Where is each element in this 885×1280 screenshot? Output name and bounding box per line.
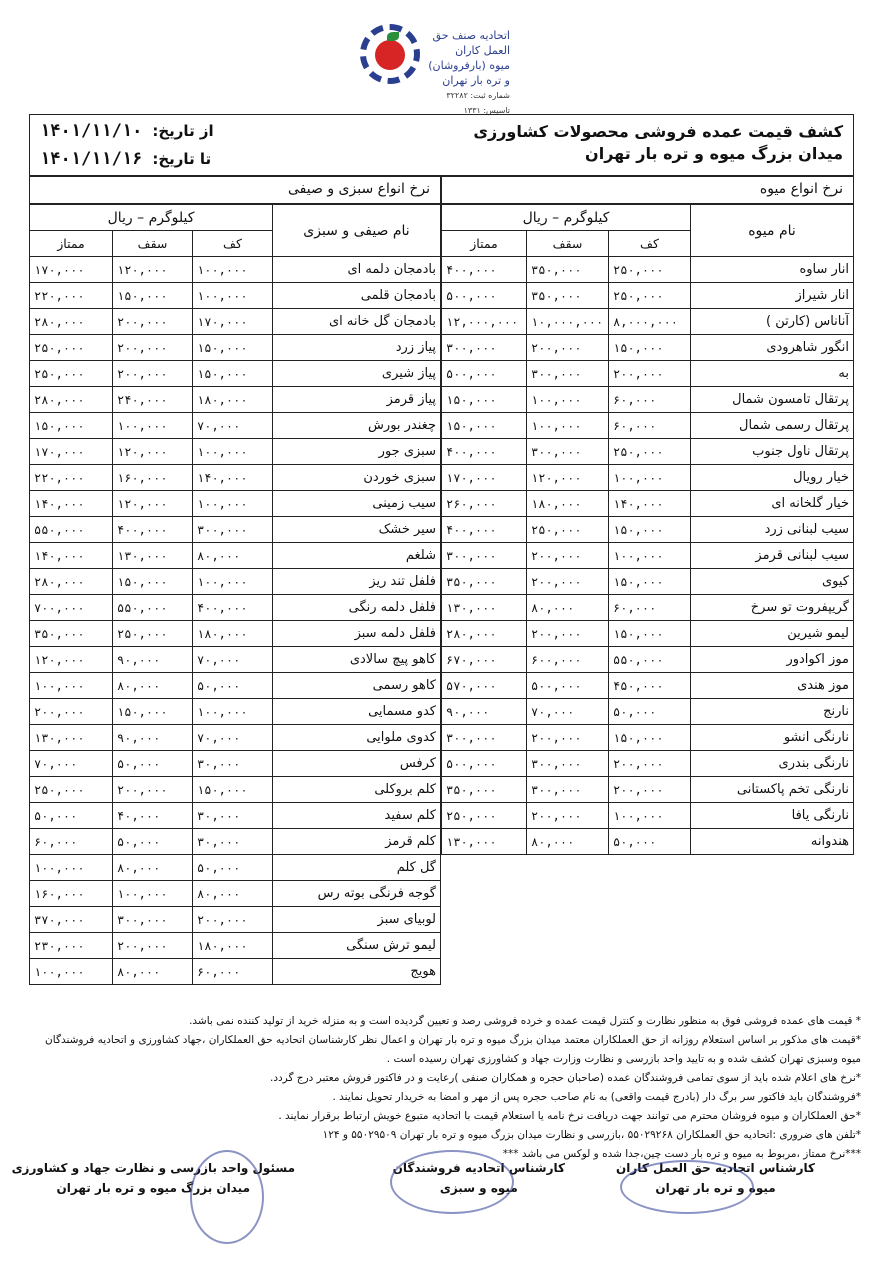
fruit-min-cell: ۱۵۰,۰۰۰: [609, 725, 691, 751]
veg-name-cell: شلغم: [273, 543, 441, 569]
fruit-name-cell: موز اکوادور: [691, 647, 854, 673]
fruit-name-cell: سیب لبنانی زرد: [691, 517, 854, 543]
veg-max-cell: ۱۵۰,۰۰۰: [113, 699, 193, 725]
veg-min-cell: ۱۰۰,۰۰۰: [193, 283, 273, 309]
note-line: *قیمت های مذکور بر اساس استعلام روزانه از حق العملکاران معتمد میدان بزرگ میوه و تره بار تهران و اعمال نظر کارشناسان اتحادیه حق العملکاران ،جهاد کشاورزی و اتحادیه فروشندگان میوه وسبزی تهران کشف شده و به تایید واحد بازرسی و نظارت وزارت جهاد و کشاورزی تهران رسیده است .: [45, 1034, 861, 1065]
fruit-premium-cell: ۱۲,۰۰۰,۰۰۰: [442, 309, 527, 335]
fruit-max-cell: ۱۰,۰۰۰,۰۰۰: [527, 309, 609, 335]
table-row: [442, 257, 854, 283]
veg-name-cell: سبزی جور: [273, 439, 441, 465]
veg-name-cell: پیاز قرمز: [273, 387, 441, 413]
fruit-premium-cell: ۵۷۰,۰۰۰: [442, 673, 527, 699]
veg-min-cell: ۴۰۰,۰۰۰: [193, 595, 273, 621]
veg-min-cell: ۱۰۰,۰۰۰: [193, 569, 273, 595]
fruit-premium-cell: ۲۸۰,۰۰۰: [442, 621, 527, 647]
fruit-name-cell: انار شیراز: [691, 283, 854, 309]
fruit-max-cell: ۵۰۰,۰۰۰: [527, 673, 609, 699]
sheet-header: [29, 114, 854, 176]
table-row: [30, 751, 441, 777]
signature-scribble: [190, 1150, 264, 1244]
fruit-min-cell: ۲۵۰,۰۰۰: [609, 439, 691, 465]
veg-premium-cell: ۶۰,۰۰۰: [30, 829, 113, 855]
table-row: [442, 777, 854, 803]
veg-premium-cell: ۱۶۰,۰۰۰: [30, 881, 113, 907]
table-row: [442, 569, 854, 595]
fruit-max-cell: ۲۰۰,۰۰۰: [527, 803, 609, 829]
veg-premium-cell: ۷۰۰,۰۰۰: [30, 595, 113, 621]
fruit-name-cell: نارنگی انشو: [691, 725, 854, 751]
note-line: *حق العملکاران و میوه فروشان محترم می توانند جهت دریافت نرخ نامه یا استعلام قیمت با اتحادیه متبوع خویش ارتباط برقرار نمایند .: [278, 1110, 861, 1122]
veg-max-cell: ۲۰۰,۰۰۰: [113, 933, 193, 959]
fruit-min-cell: ۱۰۰,۰۰۰: [609, 543, 691, 569]
veg-max-cell: ۵۰,۰۰۰: [113, 751, 193, 777]
fruit-name-cell: انار ساوه: [691, 257, 854, 283]
fruit-max-header: سقف: [527, 231, 609, 257]
veg-name-cell: بادمجان گل خانه ای: [273, 309, 441, 335]
fruit-min-cell: ۱۵۰,۰۰۰: [609, 569, 691, 595]
fruit-min-cell: ۶۰,۰۰۰: [609, 413, 691, 439]
veg-name-cell: کدو مسمایی: [273, 699, 441, 725]
fruit-min-cell: ۱۴۰,۰۰۰: [609, 491, 691, 517]
table-row: [30, 881, 441, 907]
fruit-premium-cell: ۹۰,۰۰۰: [442, 699, 527, 725]
table-row: [30, 725, 441, 751]
fruit-premium-cell: ۶۷۰,۰۰۰: [442, 647, 527, 673]
veg-name-cell: پیاز زرد: [273, 335, 441, 361]
price-sheet: [29, 114, 854, 1004]
note-line: *نرخ های اعلام شده باید از سوی تمامی فروشندگان عمده (صاحبان حجره و همکاران صنفی )رعایت و در فاکتور فروش معتبر درج گردد.: [269, 1072, 861, 1084]
fruit-table: [441, 204, 854, 855]
veg-min-cell: ۱۴۰,۰۰۰: [193, 465, 273, 491]
table-row: [442, 829, 854, 855]
signature-scribble: [620, 1160, 754, 1214]
signature-block: مسئول واحد بازرسی و نظارت جهاد و کشاورزی میدان بزرگ میوه و تره بار تهران: [11, 1161, 295, 1195]
table-row: [30, 673, 441, 699]
fruit-max-cell: ۳۰۰,۰۰۰: [527, 439, 609, 465]
table-row: [442, 283, 854, 309]
veg-name-cell: کاهو پیچ سالادی: [273, 647, 441, 673]
page-title: کشف قیمت عمده فروشی محصولات کشاورزی میدان بزرگ میوه و تره بار تهران: [473, 122, 843, 163]
veg-table: [29, 204, 441, 985]
fruit-premium-cell: ۱۵۰,۰۰۰: [442, 413, 527, 439]
table-row: [442, 725, 854, 751]
veg-max-cell: ۲۰۰,۰۰۰: [113, 361, 193, 387]
table-row: [30, 595, 441, 621]
veg-max-cell: ۱۶۰,۰۰۰: [113, 465, 193, 491]
veg-max-cell: ۱۰۰,۰۰۰: [113, 881, 193, 907]
veg-premium-cell: ۱۷۰,۰۰۰: [30, 257, 113, 283]
table-row: [30, 413, 441, 439]
logo-text: اتحادیه صنف حق العمل کاران (بارفروشان) میوه و تره بار تهران شماره ثبت: ۳۲۲۸۲ تاسیس: ۱۳۳۱: [428, 29, 510, 115]
veg-max-cell: ۳۰۰,۰۰۰: [113, 907, 193, 933]
fruit-name-cell: سیب لبنانی قرمز: [691, 543, 854, 569]
veg-min-cell: ۳۰,۰۰۰: [193, 829, 273, 855]
veg-name-cell: سیر خشک: [273, 517, 441, 543]
table-row: [442, 699, 854, 725]
veg-name-cell: کاهو رسمی: [273, 673, 441, 699]
veg-premium-cell: ۲۵۰,۰۰۰: [30, 777, 113, 803]
veg-max-cell: ۵۰,۰۰۰: [113, 829, 193, 855]
veg-max-cell: ۱۵۰,۰۰۰: [113, 569, 193, 595]
veg-min-cell: ۵۰,۰۰۰: [193, 673, 273, 699]
table-row: [442, 491, 854, 517]
veg-premium-cell: ۱۷۰,۰۰۰: [30, 439, 113, 465]
fruit-min-cell: ۲۰۰,۰۰۰: [609, 361, 691, 387]
veg-min-cell: ۱۰۰,۰۰۰: [193, 491, 273, 517]
fruit-premium-cell: ۲۵۰,۰۰۰: [442, 803, 527, 829]
fruit-max-cell: ۲۰۰,۰۰۰: [527, 569, 609, 595]
fruit-min-cell: ۵۰,۰۰۰: [609, 829, 691, 855]
veg-name-cell: لیمو ترش سنگی: [273, 933, 441, 959]
fruit-min-cell: ۱۵۰,۰۰۰: [609, 335, 691, 361]
fruit-max-cell: ۱۰۰,۰۰۰: [527, 413, 609, 439]
fruit-section-title: نرخ انواع میوه: [441, 176, 854, 204]
fruit-name-cell: نارنج: [691, 699, 854, 725]
fruit-max-cell: ۲۰۰,۰۰۰: [527, 543, 609, 569]
union-logo: [360, 14, 510, 115]
fruit-name-cell: نارنگی یافا: [691, 803, 854, 829]
veg-premium-cell: ۲۲۰,۰۰۰: [30, 465, 113, 491]
veg-name-cell: کلم بروکلی: [273, 777, 441, 803]
note-line: * قیمت های عمده فروشی فوق به منظور نظارت و کنترل قیمت عمده و خرده فروشی رصد و تعیین گردیده است و به منزله خرید از تولید کننده نمی باشد.: [189, 1015, 861, 1027]
fruit-min-cell: ۱۵۰,۰۰۰: [609, 621, 691, 647]
veg-name-header: نام صیفی و سبزی: [273, 205, 441, 257]
table-row: [442, 673, 854, 699]
fruit-min-cell: ۵۵۰,۰۰۰: [609, 647, 691, 673]
fruit-min-cell: ۱۵۰,۰۰۰: [609, 517, 691, 543]
veg-min-cell: ۳۰۰,۰۰۰: [193, 517, 273, 543]
veg-premium-cell: ۷۰,۰۰۰: [30, 751, 113, 777]
veg-max-cell: ۲۰۰,۰۰۰: [113, 309, 193, 335]
table-row: [30, 361, 441, 387]
veg-premium-cell: ۲۸۰,۰۰۰: [30, 387, 113, 413]
fruit-premium-cell: ۵۰۰,۰۰۰: [442, 361, 527, 387]
fruit-name-cell: پرتقال تامسون شمال: [691, 387, 854, 413]
table-row: [442, 439, 854, 465]
fruit-premium-cell: ۵۰۰,۰۰۰: [442, 283, 527, 309]
veg-min-cell: ۲۰۰,۰۰۰: [193, 907, 273, 933]
fruit-name-header: نام میوه: [691, 205, 854, 257]
veg-unit-header: کیلوگرم – ریال: [30, 205, 273, 231]
veg-section-title: نرخ انواع سبزی و صیفی: [29, 176, 441, 204]
veg-premium-cell: ۲۰۰,۰۰۰: [30, 699, 113, 725]
veg-max-cell: ۱۵۰,۰۰۰: [113, 283, 193, 309]
fruit-max-cell: ۲۰۰,۰۰۰: [527, 335, 609, 361]
fruit-premium-cell: ۱۳۰,۰۰۰: [442, 829, 527, 855]
fruit-max-cell: ۶۰۰,۰۰۰: [527, 647, 609, 673]
table-row: [30, 309, 441, 335]
veg-name-cell: سبزی خوردن: [273, 465, 441, 491]
veg-name-cell: بادمجان دلمه ای: [273, 257, 441, 283]
fruit-max-cell: ۳۵۰,۰۰۰: [527, 283, 609, 309]
veg-premium-cell: ۱۰۰,۰۰۰: [30, 855, 113, 881]
veg-name-cell: فلفل دلمه رنگی: [273, 595, 441, 621]
veg-premium-cell: ۲۲۰,۰۰۰: [30, 283, 113, 309]
fruit-premium-cell: ۳۵۰,۰۰۰: [442, 569, 527, 595]
fruit-min-cell: ۲۰۰,۰۰۰: [609, 777, 691, 803]
veg-min-cell: ۱۸۰,۰۰۰: [193, 621, 273, 647]
fruit-min-cell: ۶۰,۰۰۰: [609, 387, 691, 413]
table-row: [442, 751, 854, 777]
fruit-premium-cell: ۴۰۰,۰۰۰: [442, 257, 527, 283]
veg-min-cell: ۱۰۰,۰۰۰: [193, 439, 273, 465]
table-row: [30, 335, 441, 361]
signature-block: کارشناس اتحادیه حق العمل کاران میوه و تره بار تهران: [616, 1161, 815, 1195]
veg-premium-cell: ۲۵۰,۰۰۰: [30, 361, 113, 387]
veg-premium-cell: ۲۸۰,۰۰۰: [30, 309, 113, 335]
fruit-premium-cell: ۱۷۰,۰۰۰: [442, 465, 527, 491]
fruit-max-cell: ۲۰۰,۰۰۰: [527, 621, 609, 647]
table-row: [30, 569, 441, 595]
fruit-premium-cell: ۵۰۰,۰۰۰: [442, 751, 527, 777]
fruit-max-cell: ۷۰,۰۰۰: [527, 699, 609, 725]
veg-name-cell: کدوی ملوایی: [273, 725, 441, 751]
veg-name-cell: کلم سفید: [273, 803, 441, 829]
fruit-premium-cell: ۴۰۰,۰۰۰: [442, 517, 527, 543]
table-row: [442, 465, 854, 491]
fruit-min-cell: ۸,۰۰۰,۰۰۰: [609, 309, 691, 335]
fruit-max-cell: ۱۰۰,۰۰۰: [527, 387, 609, 413]
veg-min-cell: ۷۰,۰۰۰: [193, 725, 273, 751]
fruit-max-cell: ۳۰۰,۰۰۰: [527, 777, 609, 803]
veg-max-cell: ۲۰۰,۰۰۰: [113, 335, 193, 361]
table-row: [30, 907, 441, 933]
fruit-name-cell: پرتقال ناول جنوب: [691, 439, 854, 465]
veg-name-cell: فلفل دلمه سبز: [273, 621, 441, 647]
veg-min-cell: ۷۰,۰۰۰: [193, 647, 273, 673]
table-row: [442, 335, 854, 361]
fruit-min-cell: ۲۵۰,۰۰۰: [609, 283, 691, 309]
veg-min-header: کف: [193, 231, 273, 257]
veg-max-cell: ۱۲۰,۰۰۰: [113, 491, 193, 517]
veg-name-cell: سیب زمینی: [273, 491, 441, 517]
veg-max-cell: ۸۰,۰۰۰: [113, 673, 193, 699]
veg-min-cell: ۶۰,۰۰۰: [193, 959, 273, 985]
note-line: ***نرخ ممتاز ،مربوط به میوه و تره بار دست چین،جدا شده و لوکس می باشد ***: [502, 1148, 861, 1160]
fruit-premium-cell: ۳۰۰,۰۰۰: [442, 543, 527, 569]
table-row: [30, 933, 441, 959]
note-line: *تلفن های ضروری :اتحادیه حق العملکاران ۵۵۰۲۹۲۶۸ ،بازرسی و نظارت میدان بزرگ میوه و تره بار تهران ۵۵۰۲۹۵۰۹ و ۱۲۴: [322, 1129, 861, 1141]
fruit-name-cell: پرتقال رسمی شمال: [691, 413, 854, 439]
table-row: [442, 387, 854, 413]
to-date: تا تاریخ:۱۴۰۱/۱۱/۱۶: [40, 149, 212, 169]
fruit-min-cell: ۲۵۰,۰۰۰: [609, 257, 691, 283]
veg-name-cell: کرفس: [273, 751, 441, 777]
veg-premium-cell: ۱۲۰,۰۰۰: [30, 647, 113, 673]
veg-name-cell: گل کلم: [273, 855, 441, 881]
veg-min-cell: ۳۰,۰۰۰: [193, 803, 273, 829]
veg-max-cell: ۱۳۰,۰۰۰: [113, 543, 193, 569]
veg-max-cell: ۸۰,۰۰۰: [113, 959, 193, 985]
veg-premium-cell: ۲۵۰,۰۰۰: [30, 335, 113, 361]
fruit-min-cell: ۴۵۰,۰۰۰: [609, 673, 691, 699]
table-row: [30, 777, 441, 803]
fruit-name-cell: نارنگی بندری: [691, 751, 854, 777]
veg-max-cell: ۹۰,۰۰۰: [113, 725, 193, 751]
table-row: [30, 465, 441, 491]
veg-premium-cell: ۱۴۰,۰۰۰: [30, 543, 113, 569]
veg-name-cell: کلم قرمز: [273, 829, 441, 855]
fruit-premium-header: ممتاز: [442, 231, 527, 257]
notes: [26, 1012, 861, 1164]
table-row: [442, 361, 854, 387]
veg-min-cell: ۱۰۰,۰۰۰: [193, 699, 273, 725]
table-row: [442, 621, 854, 647]
veg-max-cell: ۱۲۰,۰۰۰: [113, 439, 193, 465]
table-row: [30, 959, 441, 985]
table-row: [442, 595, 854, 621]
table-row: [30, 543, 441, 569]
table-row: [30, 855, 441, 881]
veg-max-cell: ۵۵۰,۰۰۰: [113, 595, 193, 621]
fruit-premium-cell: ۳۰۰,۰۰۰: [442, 725, 527, 751]
veg-max-cell: ۴۰۰,۰۰۰: [113, 517, 193, 543]
veg-premium-cell: ۲۳۰,۰۰۰: [30, 933, 113, 959]
fruit-max-cell: ۲۰۰,۰۰۰: [527, 725, 609, 751]
table-row: [30, 517, 441, 543]
fruit-premium-cell: ۳۵۰,۰۰۰: [442, 777, 527, 803]
note-line: *فروشندگان باید فاکتور سر برگ دار (بادرج قیمت واقعی) به نام صاحب حجره پس از مهر و امضا به خریدار تحویل نمایند .: [332, 1091, 861, 1103]
veg-max-cell: ۱۲۰,۰۰۰: [113, 257, 193, 283]
veg-premium-header: ممتاز: [30, 231, 113, 257]
veg-premium-cell: ۵۰,۰۰۰: [30, 803, 113, 829]
table-row: [30, 699, 441, 725]
veg-premium-cell: ۱۰۰,۰۰۰: [30, 673, 113, 699]
fruit-name-cell: گریپفروت تو سرخ: [691, 595, 854, 621]
veg-premium-cell: ۳۷۰,۰۰۰: [30, 907, 113, 933]
fruit-unit-header: کیلوگرم – ریال: [442, 205, 691, 231]
table-row: [30, 439, 441, 465]
table-row: [30, 647, 441, 673]
table-row: [30, 829, 441, 855]
table-row: [30, 621, 441, 647]
veg-min-cell: ۱۸۰,۰۰۰: [193, 387, 273, 413]
veg-premium-cell: ۱۳۰,۰۰۰: [30, 725, 113, 751]
veg-max-cell: ۹۰,۰۰۰: [113, 647, 193, 673]
fruit-min-cell: ۵۰,۰۰۰: [609, 699, 691, 725]
veg-premium-cell: ۲۸۰,۰۰۰: [30, 569, 113, 595]
fruit-name-cell: هندوانه: [691, 829, 854, 855]
veg-max-cell: ۲۵۰,۰۰۰: [113, 621, 193, 647]
fruit-min-cell: ۱۰۰,۰۰۰: [609, 465, 691, 491]
fruit-min-cell: ۲۰۰,۰۰۰: [609, 751, 691, 777]
veg-min-cell: ۷۰,۰۰۰: [193, 413, 273, 439]
table-row: [30, 803, 441, 829]
veg-min-cell: ۸۰,۰۰۰: [193, 543, 273, 569]
veg-name-cell: هویج: [273, 959, 441, 985]
veg-max-cell: ۲۴۰,۰۰۰: [113, 387, 193, 413]
fruit-max-cell: ۱۸۰,۰۰۰: [527, 491, 609, 517]
veg-min-cell: ۱۸۰,۰۰۰: [193, 933, 273, 959]
veg-name-cell: لوبیای سبز: [273, 907, 441, 933]
veg-premium-cell: ۱۰۰,۰۰۰: [30, 959, 113, 985]
veg-min-cell: ۱۵۰,۰۰۰: [193, 361, 273, 387]
fruit-min-header: کف: [609, 231, 691, 257]
fruit-name-cell: لیمو شیرین: [691, 621, 854, 647]
veg-min-cell: ۱۵۰,۰۰۰: [193, 335, 273, 361]
table-row: [442, 517, 854, 543]
veg-max-header: سقف: [113, 231, 193, 257]
fruit-premium-cell: ۴۰۰,۰۰۰: [442, 439, 527, 465]
fruit-max-cell: ۳۰۰,۰۰۰: [527, 361, 609, 387]
veg-name-cell: فلفل تند ریز: [273, 569, 441, 595]
fruit-name-cell: خیار گلخانه ای: [691, 491, 854, 517]
table-row: [442, 543, 854, 569]
fruit-name-cell: نارنگی تخم پاکستانی: [691, 777, 854, 803]
leaf-icon: [387, 32, 399, 41]
fruit-max-cell: ۳۰۰,۰۰۰: [527, 751, 609, 777]
table-row: [30, 257, 441, 283]
veg-min-cell: ۳۰,۰۰۰: [193, 751, 273, 777]
fruit-max-cell: ۸۰,۰۰۰: [527, 829, 609, 855]
table-row: [30, 491, 441, 517]
veg-min-cell: ۵۰,۰۰۰: [193, 855, 273, 881]
fruit-max-cell: ۳۵۰,۰۰۰: [527, 257, 609, 283]
table-row: [30, 283, 441, 309]
veg-min-cell: ۸۰,۰۰۰: [193, 881, 273, 907]
fruit-name-cell: آناناس (کارتن ): [691, 309, 854, 335]
fruit-name-cell: انگور شاهرودی: [691, 335, 854, 361]
veg-name-cell: چغندر بورش: [273, 413, 441, 439]
table-row: [442, 803, 854, 829]
veg-name-cell: گوجه فرنگی بوته رس: [273, 881, 441, 907]
fruit-premium-cell: ۲۶۰,۰۰۰: [442, 491, 527, 517]
veg-max-cell: ۴۰,۰۰۰: [113, 803, 193, 829]
fruit-max-cell: ۸۰,۰۰۰: [527, 595, 609, 621]
table-row: [442, 309, 854, 335]
table-row: [442, 413, 854, 439]
veg-min-cell: ۱۵۰,۰۰۰: [193, 777, 273, 803]
signature-block: کارشناس اتحادیه فروشندگان میوه و سبزی: [392, 1161, 565, 1195]
veg-max-cell: ۸۰,۰۰۰: [113, 855, 193, 881]
fruit-premium-cell: ۱۵۰,۰۰۰: [442, 387, 527, 413]
fruit-name-cell: کیوی: [691, 569, 854, 595]
table-row: [442, 647, 854, 673]
veg-premium-cell: ۳۵۰,۰۰۰: [30, 621, 113, 647]
fruit-max-cell: ۲۵۰,۰۰۰: [527, 517, 609, 543]
veg-max-cell: ۱۰۰,۰۰۰: [113, 413, 193, 439]
veg-min-cell: ۱۷۰,۰۰۰: [193, 309, 273, 335]
veg-min-cell: ۱۰۰,۰۰۰: [193, 257, 273, 283]
veg-premium-cell: ۱۵۰,۰۰۰: [30, 413, 113, 439]
fruit-min-cell: ۱۰۰,۰۰۰: [609, 803, 691, 829]
fruit-premium-cell: ۱۳۰,۰۰۰: [442, 595, 527, 621]
veg-max-cell: ۲۰۰,۰۰۰: [113, 777, 193, 803]
veg-premium-cell: ۵۵۰,۰۰۰: [30, 517, 113, 543]
veg-name-cell: بادمجان قلمی: [273, 283, 441, 309]
veg-name-cell: پیاز شیری: [273, 361, 441, 387]
fruit-min-cell: ۶۰,۰۰۰: [609, 595, 691, 621]
fruit-name-cell: به: [691, 361, 854, 387]
fruit-name-cell: خیار رویال: [691, 465, 854, 491]
fruit-name-cell: موز هندی: [691, 673, 854, 699]
pomegranate-icon: [375, 40, 405, 70]
table-row: [30, 387, 441, 413]
veg-premium-cell: ۱۴۰,۰۰۰: [30, 491, 113, 517]
signature-scribble: [390, 1150, 514, 1214]
from-date: از تاریخ:۱۴۰۱/۱۱/۱۰: [40, 121, 214, 141]
fruit-premium-cell: ۳۰۰,۰۰۰: [442, 335, 527, 361]
fruit-max-cell: ۱۲۰,۰۰۰: [527, 465, 609, 491]
